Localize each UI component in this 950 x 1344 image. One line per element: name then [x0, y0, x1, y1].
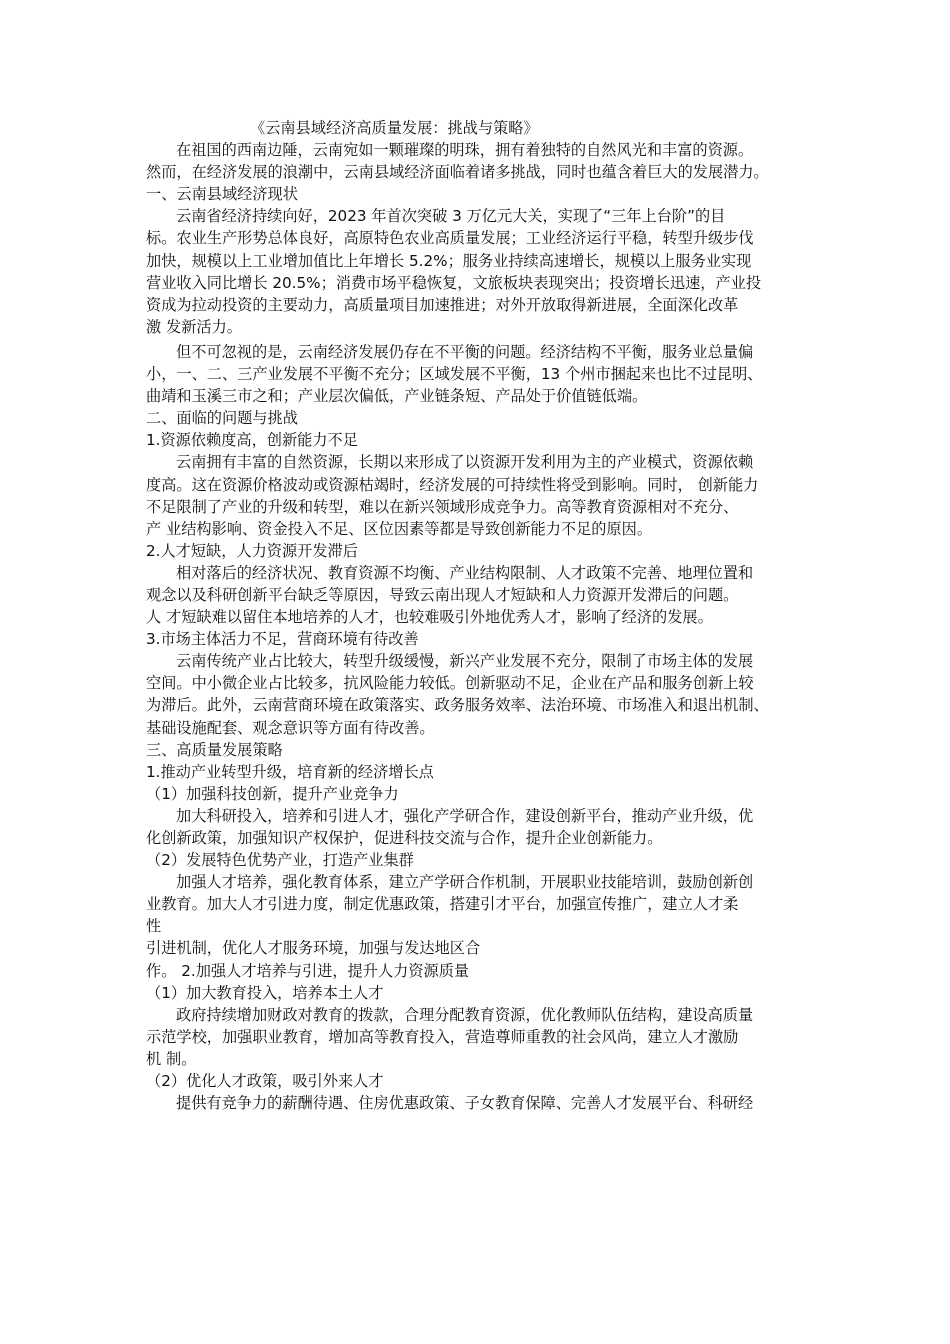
- text-line: 引进机制，优化人才服务环境，加强与发达地区合: [146, 939, 481, 958]
- text-line: 业教育。加大人才引进力度，制定优惠政策，搭建引才平台，加强宣传推广，建立人才柔: [146, 895, 739, 914]
- text-line: 1.推动产业转型升级，培育新的经济增长点: [146, 762, 434, 781]
- text-line: 相对落后的经济状况、教育资源不均衡、产业结构限制、人才政策不完善、地理位置和: [176, 563, 754, 582]
- text-line: 提供有竞争力的薪酬待遇、住房优惠政策、子女教育保障、完善人才发展平台、科研经: [176, 1094, 754, 1113]
- text-line: 激 发新活力。: [146, 317, 242, 336]
- text-line: 二、面临的问题与挑战: [146, 409, 298, 428]
- text-line: 小，一、二、三产业发展不平衡不充分；区域发展不平衡，13 个州市捆起来也比不过昆明、: [146, 365, 763, 384]
- text-line: 3.市场主体活力不足，营商环境有待改善: [146, 630, 419, 649]
- text-line: 资成为拉动投资的主要动力，高质量项目加速推进；对外开放取得新进展，全面深化改革: [146, 295, 739, 314]
- text-line: 不足限制了产业的升级和转型，难以在新兴领域形成竞争力。高等教育资源相对不充分、: [146, 497, 739, 516]
- text-line: 在祖国的西南边陲，云南宛如一颗璀璨的明珠，拥有着独特的自然风光和丰富的资源。: [176, 141, 754, 160]
- text-line: 三、高质量发展策略: [146, 740, 283, 759]
- text-line: 云南拥有丰富的自然资源，长期以来形成了以资源开发利用为主的产业模式，资源依赖: [176, 453, 754, 472]
- text-line: 2.人才短缺，人力资源开发滞后: [146, 541, 358, 560]
- text-line: （2）发展特色优势产业，打造产业集群: [146, 851, 414, 870]
- text-line: 为滞后。此外，云南营商环境在政策落实、政务服务效率、法治环境、市场准入和退出机制、: [146, 696, 769, 715]
- text-line: 一、云南县域经济现状: [146, 185, 298, 204]
- text-line: 加大科研投入，培养和引进人才，强化产学研合作，建设创新平台，推动产业升级，优: [176, 806, 754, 825]
- text-line: （1）加大教育投入，培养本土人才: [146, 983, 384, 1002]
- text-line: 观念以及科研创新平台缺乏等原因，导致云南出现人才短缺和人力资源开发滞后的问题。: [146, 585, 739, 604]
- text-line: 政府持续增加财政对教育的拨款，合理分配教育资源，优化教师队伍结构，建设高质量: [176, 1005, 754, 1024]
- text-line: （1）加强科技创新，提升产业竞争力: [146, 784, 399, 803]
- text-line: 机 制。: [146, 1049, 197, 1068]
- text-line: 化创新政策，加强知识产权保护，促进科技交流与合作，提升企业创新能力。: [146, 829, 663, 847]
- text-line: 加强人才培养，强化教育体系，建立产学研合作机制，开展职业技能培训，鼓励创新创: [176, 873, 754, 892]
- text-line: 度高。这在资源价格波动或资源枯竭时，经济发展的可持续性将受到影响。同时， 创新能力: [146, 475, 759, 494]
- text-line: 性: [146, 917, 162, 936]
- document-body: [146, 117, 810, 1114]
- text-line: 基础设施配套、观念意识等方面有待改善。: [146, 718, 435, 737]
- text-line: 产 业结构影响、资金投入不足、区位因素等都是导致创新能力不足的原因。: [146, 519, 653, 538]
- text-line: 空间。中小微企业占比较多，抗风险能力较低。创新驱动不足，企业在产品和服务创新上较: [146, 674, 754, 693]
- text-line: 1.资源依赖度高，创新能力不足: [146, 431, 358, 450]
- text-line: 标。农业生产形势总体良好，高原特色农业高质量发展；工业经济运行平稳，转型升级步伐: [146, 229, 754, 248]
- text-line: 云南省经济持续向好，2023 年首次突破 3 万亿元大关，实现了“三年上台阶”的目: [176, 207, 726, 226]
- text-line: （2）优化人才政策，吸引外来人才: [146, 1072, 384, 1091]
- text-line: 人 才短缺难以留住本地培养的人才，也较难吸引外地优秀人才，影响了经济的发展。: [146, 608, 713, 627]
- text-line: 曲靖和玉溪三市之和；产业层次偏低，产业链条短、产品处于价值链低端。: [146, 387, 648, 406]
- text-line: 然而，在经济发展的浪潮中，云南县域经济面临着诸多挑战，同时也蕴含着巨大的发展潜力。: [146, 163, 769, 182]
- text-line: 作。 2.加强人才培养与引进，提升人力资源质量: [146, 961, 470, 980]
- document-title: 《云南县域经济高质量发展：挑战与策略》: [250, 119, 539, 137]
- text-line: 但不可忽视的是，云南经济发展仍存在不平衡的问题。经济结构不平衡，服务业总量偏: [176, 342, 754, 361]
- text-line: 云南传统产业占比较大，转型升级缓慢，新兴产业发展不充分，限制了市场主体的发展: [176, 652, 754, 671]
- text-line: 营业收入同比增长 20.5%；消费市场平稳恢复，文旅板块表现突出；投资增长迅速，产业投: [146, 273, 762, 292]
- text-line: 示范学校，加强职业教育，增加高等教育投入，营造尊师重教的社会风尚，建立人才激励: [146, 1027, 739, 1046]
- text-line: 加快，规模以上工业增加值比上年增长 5.2%；服务业持续高速增长，规模以上服务业实现: [146, 251, 752, 270]
